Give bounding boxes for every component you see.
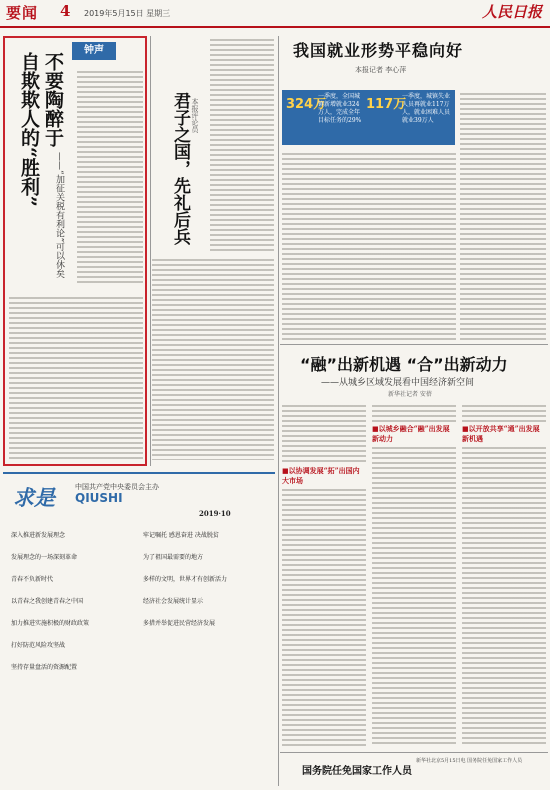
rural-subhead-3: ■以开放共享“通”出发展新机遇 bbox=[462, 424, 540, 443]
page-number: 4 bbox=[60, 2, 71, 20]
masthead-logo: 人民日报 bbox=[481, 3, 542, 21]
toc-item: 青春不负新时代 bbox=[11, 576, 54, 583]
page-header bbox=[0, 0, 550, 28]
section-rule bbox=[280, 344, 548, 345]
stat1-text: 一季度，全国城镇新增就业324万人，完成全年目标任务的29% bbox=[318, 93, 362, 124]
stat-box-1 bbox=[282, 90, 367, 145]
qiushi-logo: 求是 bbox=[13, 485, 55, 510]
toc-item: 以青春之我创建青春之中国 bbox=[11, 598, 84, 605]
essay-author: 本报评论员 bbox=[191, 98, 199, 133]
qiushi-publisher: 中国共产党中央委员会主办 bbox=[75, 483, 159, 491]
toc-item: 深入推进新发展理念 bbox=[11, 532, 66, 539]
appointments-title: 国务院任免国家工作人员 bbox=[302, 766, 412, 777]
rural-subhead-1: ■以城乡融合“融”出发展新动力 bbox=[372, 424, 450, 443]
qiushi-name: QIUSHI bbox=[75, 491, 123, 505]
toc-item: 坚持存量盘活的资源配置 bbox=[11, 664, 78, 671]
rural-body-3 bbox=[372, 402, 456, 422]
rural-subtitle: ——从城乡区域发展看中国经济新空间 bbox=[321, 378, 475, 388]
essay-body-b bbox=[152, 256, 274, 460]
column-divider bbox=[278, 36, 279, 786]
section-rule bbox=[280, 752, 548, 753]
rural-body-5 bbox=[462, 402, 546, 422]
issue-date: 2019年5月15日 星期三 bbox=[84, 9, 171, 18]
section-title: 要闻 bbox=[6, 4, 39, 22]
toc-item: 经济社会发展统计显示 bbox=[143, 598, 204, 605]
toc-item: 多措并举促进民营经济发展 bbox=[143, 620, 216, 627]
essay-body-a bbox=[210, 36, 274, 252]
qiushi-ad bbox=[3, 472, 275, 790]
rural-subhead-2: ■以协调发展“拓”出国内大市场 bbox=[282, 466, 360, 485]
opinion-title-b: 自欺欺人的“胜利” bbox=[18, 52, 40, 207]
rural-title: “融”出新机遇 “合”出新动力 bbox=[300, 355, 508, 374]
stat-box-2 bbox=[362, 90, 455, 145]
stat1-value: 324万 bbox=[286, 97, 327, 112]
employment-body-b bbox=[282, 150, 456, 340]
toc-item: 多样的文明，世界才有创新活力 bbox=[143, 576, 228, 583]
essay-title: 君子之国，先礼后兵 bbox=[170, 92, 190, 245]
column-divider bbox=[150, 36, 151, 466]
rural-body-2 bbox=[282, 486, 366, 746]
opinion-body-bottom bbox=[9, 294, 143, 462]
opinion-subtitle: ——“加征关税有利论”可以休矣 bbox=[54, 152, 64, 279]
toc-item: 为了祖国最需要的地方 bbox=[143, 554, 204, 561]
employment-body-a bbox=[460, 90, 546, 340]
toc-item: 加力推进实施积极的财政政策 bbox=[11, 620, 90, 627]
employment-byline: 本报记者 李心萍 bbox=[355, 66, 407, 74]
opinion-box bbox=[3, 36, 147, 466]
stat2-text: 一季度，城镇失业人员再就业117万人，就业困难人员就业39万人 bbox=[402, 93, 451, 124]
column-tag: 钟声 bbox=[72, 42, 116, 60]
appointments-note: 新华社北京5月15日电 国务院任免国家工作人员 bbox=[416, 758, 523, 764]
stat2-value: 117万 bbox=[366, 97, 407, 112]
opinion-body-top bbox=[77, 68, 143, 286]
rural-body-6 bbox=[462, 444, 546, 746]
opinion-title-a: 不要陶醉于 bbox=[42, 52, 64, 147]
rural-body-4 bbox=[372, 444, 456, 746]
toc-item: 牢记嘱托 感恩奋进 决战脱贫 bbox=[143, 532, 219, 539]
rural-byline: 新华社记者 安蓓 bbox=[388, 391, 432, 398]
toc-item: 打好防范风险攻坚战 bbox=[11, 642, 66, 649]
toc-item: 发展理念的一场深刻革命 bbox=[11, 554, 78, 561]
qiushi-issue: 2019·10 bbox=[199, 509, 231, 518]
rural-body-1 bbox=[282, 402, 366, 462]
employment-title: 我国就业形势平稳向好 bbox=[293, 41, 464, 60]
